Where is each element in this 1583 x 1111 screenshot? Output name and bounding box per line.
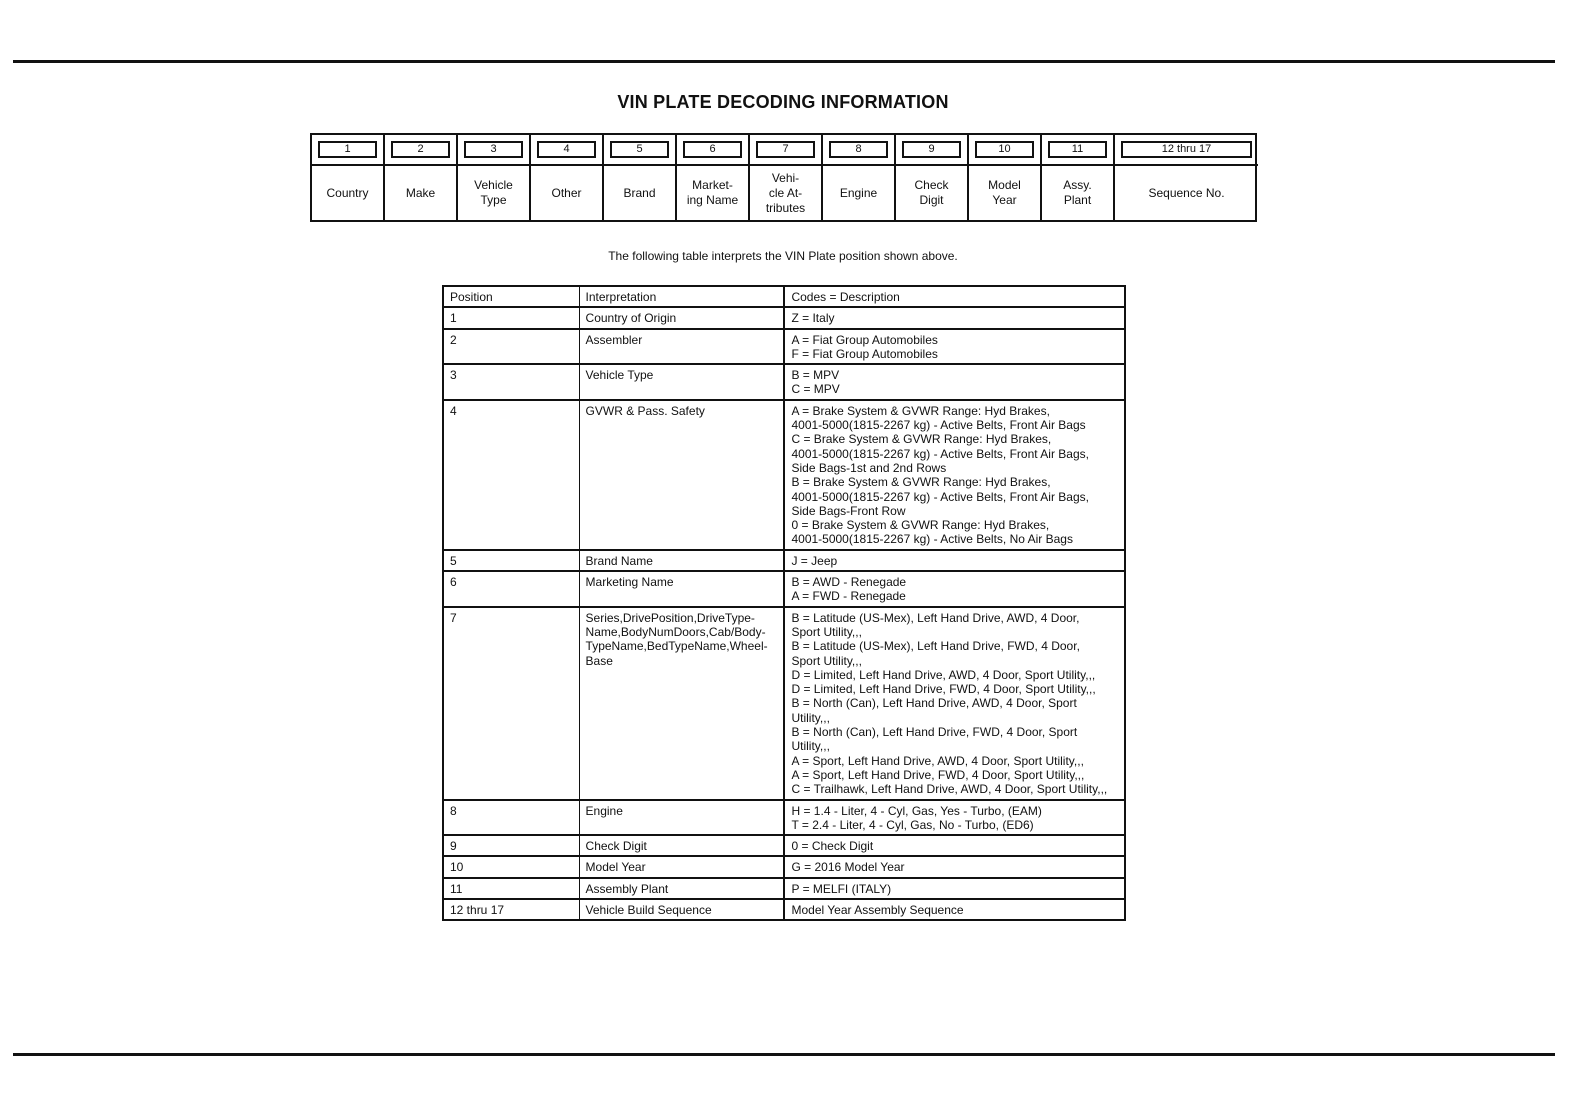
vin-plate-position-label: Assy. Plant xyxy=(1042,166,1115,220)
vin-plate-number-row xyxy=(312,135,1258,166)
vin-plate-position-label: Market- ing Name xyxy=(677,166,750,220)
position-cell: 6 xyxy=(443,571,579,607)
position-cell: 2 xyxy=(443,329,579,365)
vin-plate-number-cell xyxy=(385,135,458,164)
codes-cell: Z = Italy xyxy=(784,307,1125,328)
interpretation-cell: Engine xyxy=(579,800,784,836)
position-cell: 9 xyxy=(443,835,579,856)
vin-plate-number-cell xyxy=(604,135,677,164)
table-row xyxy=(443,878,1125,899)
position-cell: 5 xyxy=(443,550,579,571)
position-cell: 3 xyxy=(443,364,579,400)
interpretation-cell: Series,DrivePosition,DriveType- Name,BodyNumDoors,Cab/Body- TypeName,BedTypeName,Wheel- Base xyxy=(579,607,784,800)
interpretation-cell: Assembly Plant xyxy=(579,878,784,899)
codes-cell: Model Year Assembly Sequence xyxy=(784,899,1125,920)
table-row xyxy=(443,571,1125,607)
vin-plate-position-number: 2 xyxy=(391,141,450,158)
vin-plate-number-cell xyxy=(1042,135,1115,164)
vin-plate-position-label: Model Year xyxy=(969,166,1042,220)
vin-plate-position-label: Other xyxy=(531,166,604,220)
interpretation-cell: Country of Origin xyxy=(579,307,784,328)
vin-plate-number-cell xyxy=(312,135,385,164)
table-row xyxy=(443,856,1125,877)
codes-cell: A = Brake System & GVWR Range: Hyd Brakes, 4001-5000(1815-2267 kg) - Active Belts, Front Air Bags C = Brake System & GVWR Range: Hyd Brakes, 4001-5000(1815-2267 kg) - Active Belts, Front Air Bags, Side Bags-1st and 2nd Rows B = Brake System & GVWR Range: Hyd Brakes, 4001-5000(1815-2267 kg) - Active Belts, Front Air Bags, Side Bags-Front Row 0 = Brake System & GVWR Range: Hyd Brakes, 4001-5000(1815-2267 kg) - Active Belts, No Air Bags xyxy=(784,400,1125,550)
codes-cell: A = Fiat Group Automobiles F = Fiat Group Automobiles xyxy=(784,329,1125,365)
interpretation-cell: Check Digit xyxy=(579,835,784,856)
vin-plate-position-label: Vehi- cle At- tributes xyxy=(750,166,823,220)
table-row xyxy=(443,899,1125,920)
vin-decoding-table xyxy=(442,285,1126,921)
table-header-row xyxy=(443,286,1125,307)
vin-plate-number-cell xyxy=(458,135,531,164)
interpretation-cell: Model Year xyxy=(579,856,784,877)
vin-plate-number-cell xyxy=(896,135,969,164)
page-title: VIN PLATE DECODING INFORMATION xyxy=(617,92,949,112)
position-cell: 4 xyxy=(443,400,579,550)
interpretation-cell: Assembler xyxy=(579,329,784,365)
table-row xyxy=(443,800,1125,836)
vin-plate-position-number: 1 xyxy=(318,141,377,158)
header-interpretation: Interpretation xyxy=(579,286,784,307)
vin-plate-position-number: 6 xyxy=(683,141,742,158)
vin-plate-position-number: 11 xyxy=(1048,141,1107,158)
position-cell: 10 xyxy=(443,856,579,877)
table-row xyxy=(443,364,1125,400)
header-codes: Codes = Description xyxy=(784,286,1125,307)
vin-plate-diagram xyxy=(310,133,1257,222)
interpretation-cell: Vehicle Build Sequence xyxy=(579,899,784,920)
vin-plate-position-label: Country xyxy=(312,166,385,220)
interpretation-cell: Marketing Name xyxy=(579,571,784,607)
vin-plate-position-label: Brand xyxy=(604,166,677,220)
vin-plate-position-number: 5 xyxy=(610,141,669,158)
codes-cell: B = AWD - Renegade A = FWD - Renegade xyxy=(784,571,1125,607)
position-cell: 1 xyxy=(443,307,579,328)
vin-plate-number-cell xyxy=(969,135,1042,164)
vin-plate-position-label: Vehicle Type xyxy=(458,166,531,220)
vin-plate-number-cell xyxy=(823,135,896,164)
interpretation-cell: Vehicle Type xyxy=(579,364,784,400)
position-cell: 11 xyxy=(443,878,579,899)
codes-cell: J = Jeep xyxy=(784,550,1125,571)
interpretation-cell: GVWR & Pass. Safety xyxy=(579,400,784,550)
table-row xyxy=(443,835,1125,856)
vin-plate-number-cell xyxy=(531,135,604,164)
vin-plate-position-number: 8 xyxy=(829,141,888,158)
vin-plate-position-number: 4 xyxy=(537,141,596,158)
vin-plate-position-label: Sequence No. xyxy=(1148,185,1225,200)
table-row xyxy=(443,550,1125,571)
vin-plate-position-number: 7 xyxy=(756,141,815,158)
table-row xyxy=(443,307,1125,328)
vin-plate-position-label: Engine xyxy=(823,166,896,220)
vin-plate-number-cell xyxy=(677,135,750,164)
codes-cell: 0 = Check Digit xyxy=(784,835,1125,856)
interpretation-cell: Brand Name xyxy=(579,550,784,571)
vin-plate-label-row xyxy=(312,166,1258,220)
codes-cell: P = MELFI (ITALY) xyxy=(784,878,1125,899)
position-cell: 12 thru 17 xyxy=(443,899,579,920)
vin-plate-position-number: 9 xyxy=(902,141,961,158)
table-row xyxy=(443,329,1125,365)
vin-plate-position-number: 12 thru 17 xyxy=(1121,141,1252,158)
header-position: Position xyxy=(443,286,579,307)
vin-plate-position-label: Check Digit xyxy=(896,166,969,220)
codes-cell: G = 2016 Model Year xyxy=(784,856,1125,877)
vin-plate-number-cell xyxy=(1115,135,1258,164)
vin-plate-number-cell xyxy=(750,135,823,164)
vin-plate-position-number: 3 xyxy=(464,141,523,158)
codes-cell: H = 1.4 - Liter, 4 - Cyl, Gas, Yes - Turbo, (EAM) T = 2.4 - Liter, 4 - Cyl, Gas, No - Turbo, (ED6) xyxy=(784,800,1125,836)
vin-plate-position-label: Make xyxy=(385,166,458,220)
table-row xyxy=(443,607,1125,800)
table-row xyxy=(443,400,1125,550)
bottom-rule xyxy=(13,1053,1555,1056)
table-caption: The following table interprets the VIN Plate position shown above. xyxy=(608,249,958,263)
codes-cell: B = Latitude (US-Mex), Left Hand Drive, AWD, 4 Door, Sport Utility,,, B = Latitude (US-Mex), Left Hand Drive, FWD, 4 Door, Sport Utility,,, D = Limited, Left Hand Drive, AWD, 4 Door, Sport Utility,,, D = Limited, Left Hand Drive, FWD, 4 Door, Sport Utility,,, B = North (Can), Left Hand Drive, AWD, 4 Door, Sport Utility,,, B = North (Can), Left Hand Drive, FWD, 4 Door, Sport Utility,,, A = Sport, Left Hand Drive, AWD, 4 Door, Sport Utility,,, A = Sport, Left Hand Drive, FWD, 4 Door, Sport Utility,,, C = Trailhawk, Left Hand Drive, AWD, 4 Door, Sport Utility,,, xyxy=(784,607,1125,800)
position-cell: 8 xyxy=(443,800,579,836)
top-rule xyxy=(13,60,1555,63)
position-cell: 7 xyxy=(443,607,579,800)
codes-cell: B = MPV C = MPV xyxy=(784,364,1125,400)
vin-plate-position-number: 10 xyxy=(975,141,1034,158)
